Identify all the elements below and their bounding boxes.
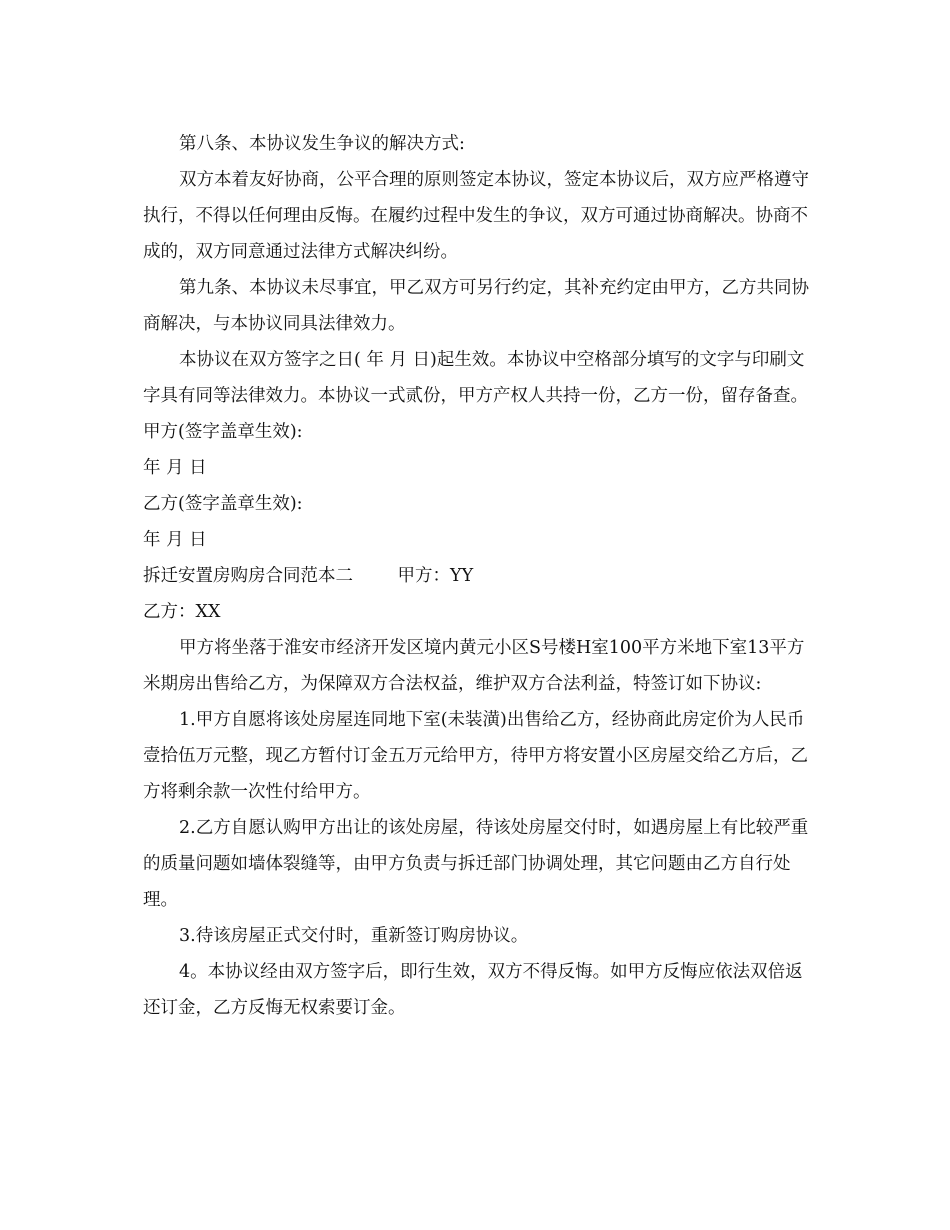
party-a-signature-date: 年 月 日	[143, 458, 207, 478]
article-eight-heading: 第八条、本协议发生争议的解决方式:	[179, 134, 465, 154]
sample-two-title: 拆迁安置房购房合同范本二	[143, 566, 353, 586]
clause-3: 3.待该房屋正式交付时，重新签订购房协议。	[179, 926, 529, 946]
sample-two-heading-line	[143, 558, 813, 594]
document-body	[143, 126, 813, 1026]
effective-date-text: 本协议在双方签字之日( 年 月 日)起生效。本协议中空格部分填写的文字与印刷文字具有同等法律效力。本协议一式贰份，甲方产权人共持一份，乙方一份，留存备查。	[143, 350, 808, 406]
clause-4: 4。本协议经由双方签字后，即行生效，双方不得反悔。如甲方反悔应依法双倍返还订金，乙方反悔无权索要订金。	[143, 962, 803, 1018]
party-a-signature-label: 甲方(签字盖章生效):	[143, 422, 303, 442]
party-b-signature-label: 乙方(签字盖章生效):	[143, 494, 303, 514]
clause-1: 1.甲方自愿将该处房屋连同地下室(未装潢)出售给乙方，经协商此房定价为人民币壹拾伍万元整，现乙方暂付订金五万元给甲方，待甲方将安置小区房屋交给乙方后，乙方将剩余款一次性付给甲方。	[143, 710, 808, 802]
sample-two-party-a: 甲方：YY	[397, 566, 474, 586]
party-b-signature-date: 年 月 日	[143, 530, 207, 550]
article-eight-text: 双方本着友好协商，公平合理的原则签定本协议，签定本协议后，双方应严格遵守执行，不得以任何理由反悔。在履约过程中发生的争议，双方可通过协商解决。协商不成的，双方同意通过法律方式解决纠纷。	[143, 170, 809, 262]
article-nine-text: 第九条、本协议未尽事宜，甲乙双方可另行约定，其补充约定由甲方，乙方共同协商解决，与本协议同具法律效力。	[143, 278, 809, 334]
sample-two-intro: 甲方将坐落于淮安市经济开发区境内黄元小区S号楼H室100平方米地下室13平方米期房出售给乙方，为保障双方合法权益，维护双方合法利益，特签订如下协议:	[143, 638, 805, 694]
sample-two-party-b: 乙方：XX	[143, 602, 221, 622]
clause-2: 2.乙方自愿认购甲方出让的该处房屋，待该处房屋交付时，如遇房屋上有比较严重的质量问题如墙体裂缝等，由甲方负责与拆迁部门协调处理，其它问题由乙方自行处理。	[143, 818, 809, 910]
